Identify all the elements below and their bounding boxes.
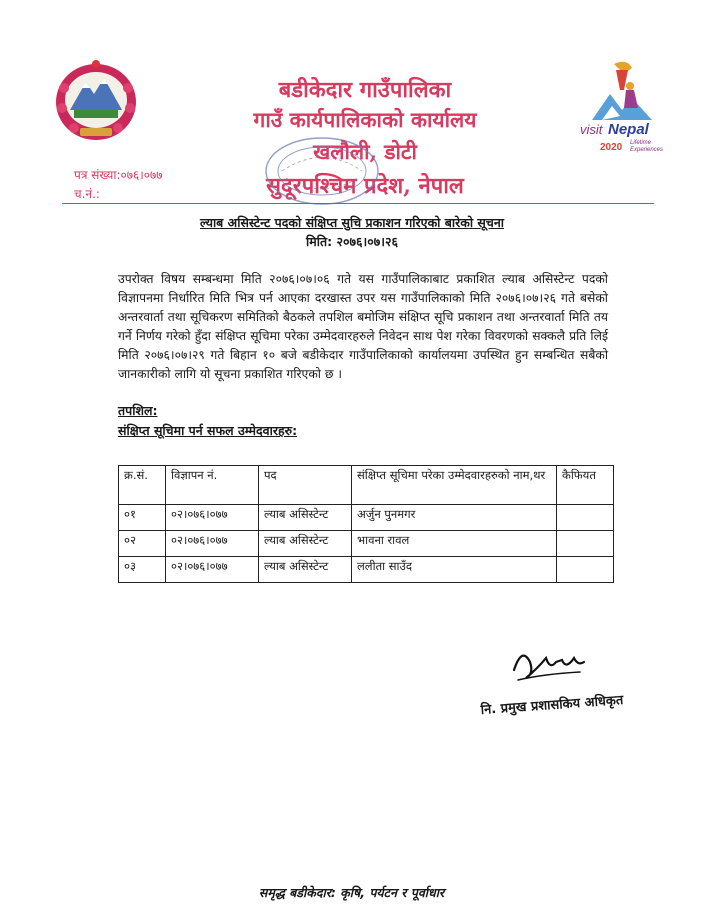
cell-serial: ०३ [119,557,166,583]
svg-text:2020: 2020 [600,142,623,153]
svg-text:Lifetime: Lifetime [630,140,652,146]
col-post: पद [259,466,352,505]
cell-candidate-name: अर्जुन पुनमगर [352,505,557,531]
cell-advert-no: ०२।०७६।०७७ [166,531,259,557]
cell-remarks [557,557,614,583]
cell-remarks [557,505,614,531]
col-advert-no: विज्ञापन नं. [166,466,259,505]
table-row [119,531,614,557]
cell-post: ल्याब असिस्टेन्ट [259,505,352,531]
office-name: गाउँ कार्यपालिकाको कार्यालय [253,107,477,132]
letter-number: पत्र संख्या:०७६।०७७ [74,168,163,182]
cell-advert-no: ०२।०७६।०७७ [166,505,259,531]
cell-candidate-name: ललीता साउँद [352,557,557,583]
col-remarks: कैफियत [557,466,614,505]
table-row [119,505,614,531]
col-serial: क्र.सं. [119,466,166,505]
details-label: तपशिल: [118,403,158,418]
footer-slogan: समृद्ध बडीकेदार: कृषि, पर्यटन र पूर्वाधार [258,885,445,900]
signatory-title: नि. प्रमुख प्रशासकिय अधिकृत [480,693,624,718]
nepal-emblem-icon [52,58,140,142]
table-header-row [119,466,614,505]
cell-serial: ०२ [119,531,166,557]
notice-date: मिति: २०७६।०७।२६ [306,234,398,249]
notice-body: उपरोक्त विषय सम्बन्धमा मिति २०७६।०७।०६ गते यस गाउँपालिकाबाट प्रकाशित ल्याब असिस्टेन्ट पदको विज्ञापनमा निर्धारित मिति भित्र पर्न आएका दरखास्त उपर यस गाउँपालिकाको मिति २०७६।०७।२६ गते बसेको अन्तरवार्ता तथा सूचिकरण समितिको बैठकले तपशिल बमोजिम संक्षिप्त सूचि प्रकाशन तथा अन्तरवार्ता मिति तय गर्ने निर्णय गरेको हुँदा संक्षिप्त सूचिमा परेका उम्मेदवारहरुले निवेदन साथ पेश गरेका विवरणको सक्कलै प्रति लिई मिति २०७६।०७।२९ गते बिहान १० बजे बडीकेदार गाउँपालिकाको कार्यालयमा उपस्थित हुन सम्बन्धित सबैको जानकारीको लागि यो सूचना प्रकाशित गरिएको छ । [118,272,608,381]
municipality-name: बडीकेदार गाउँपालिका [278,77,452,103]
handwritten-signature-icon [504,640,590,686]
svg-text:Nepal: Nepal [608,121,649,138]
candidates-table [118,465,614,583]
cell-candidate-name: भावना रावल [352,531,557,557]
dispatch-number: च.नं.: [74,187,100,201]
table-row [119,557,614,583]
svg-text:Experiences: Experiences [630,147,664,153]
cell-serial: ०१ [119,505,166,531]
office-location: खलौली, डोटी [313,139,417,164]
visit-nepal-2020-logo-icon [572,60,672,160]
notice-subject: ल्याब असिस्टेन्ट पदको संक्षिप्त सुचि प्रकाशन गरिएको बारेको सूचना [199,215,504,230]
province-name: सुदूरपश्चिम प्रदेश, नेपाल [266,173,464,199]
candidates-heading: संक्षिप्त सूचिमा पर्न सफल उम्मेदवारहरु: [118,423,298,438]
cell-post: ल्याब असिस्टेन्ट [259,531,352,557]
cell-post: ल्याब असिस्टेन्ट [259,557,352,583]
cell-advert-no: ०२।०७६।०७७ [166,557,259,583]
svg-text:visit: visit [580,122,603,137]
col-candidate-name: संक्षिप्त सूचिमा परेका उम्मेदवारहरुको नाम,थर [352,466,557,505]
office-stamp-icon [262,134,382,208]
cell-remarks [557,531,614,557]
header-divider [62,203,654,204]
